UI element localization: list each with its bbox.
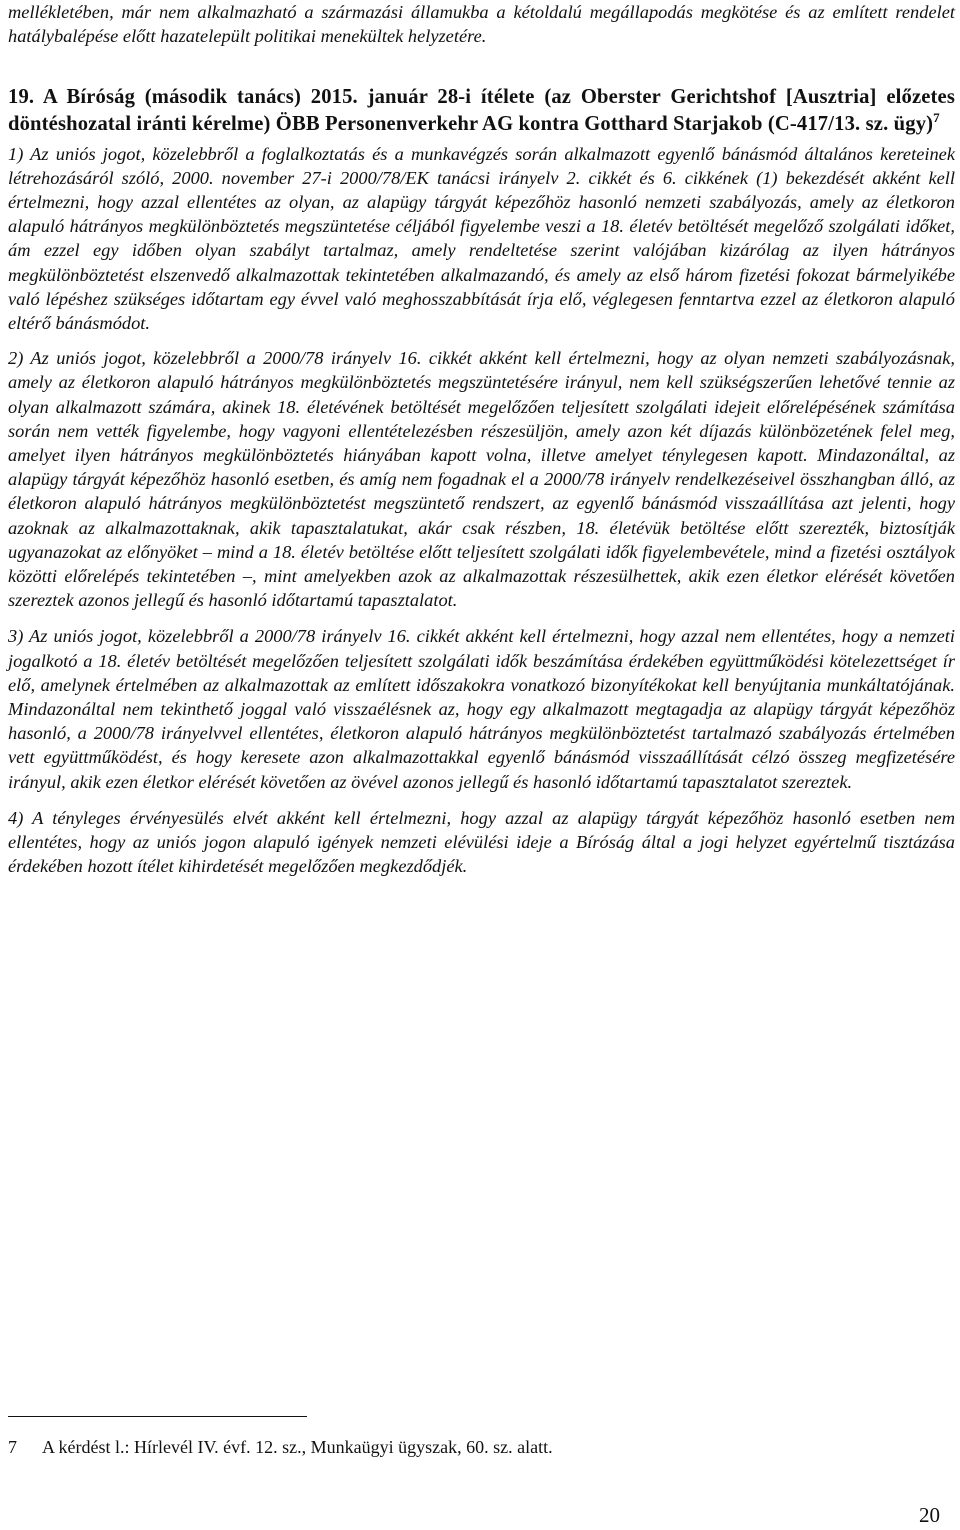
- footnote-reference: 7: [933, 109, 940, 125]
- document-page: [8, 0, 955, 878]
- footnote: [8, 1436, 553, 1458]
- ruling-paragraph-1: 1) Az uniós jogot, közelebbről a foglalkoztatás és a munkavégzés során alkalmazott egyenlő bánásmód általános kereteinek létrehozásáról szóló, 2000. november 27-i 2000/78/EK tanácsi irányelv 2. cikkét és 6. cikkének (1) bekezdését akként kell értelmezni, hogy azzal ellentétes az olyan, az alapügy tárgyát képezőhöz hasonló nemzeti szabályozás, amely az életkoron alapuló hátrányos megkülönböztetés megszüntetése céljából figyelembe veszi a 18. életév betöltését megelőző szolgálati időket, ám ezzel egy időben olyan szabályt tartalmaz, amely rendeltetése szerint valójában kizárólag az ilyen hátrányos megkülönböztetést elszenvedő alkalmazottak tekintetében alkalmazandó, és amely az első három fizetési fokozat bármelyikébe való lépéshez szükséges időtartam egy évvel való meghosszabbítását írja elő, véglegesen fenntartva ezzel az életkoron alapuló eltérő bánásmódot.: [8, 143, 955, 334]
- ruling-paragraph-4: 4) A tényleges érvényesülés elvét akként kell értelmezni, hogy azzal az alapügy tárgyát képezőhöz hasonló esetben nem ellentétes, hogy az uniós jogon alapuló igények nemzeti elévülési ideje a Bíróság által a jogi helyzet egyértelmű tisztázása érdekében hozott ítélet kihirdetését megelőzően megkezdődjék.: [8, 807, 955, 877]
- ruling-paragraph-3: 3) Az uniós jogot, közelebbről a 2000/78 irányelv 16. cikkét akként kell értelmezni, hogy azzal nem ellentétes, hogy a nemzeti jogalkotó a 18. életév betöltését megelőzően teljesített szolgálati idők beszámítása érdekében együttműködési kötelezettséget ír elő, amelynek értelmében az alkalmazottak az említett időszakokra vonatkozó bizonyítékokat kell benyújtania munkáltatójának. Mindazonáltal nem tekinthető joggal való visszaélésnek az, hogy egy alkalmazott megtagadja az alapügy tárgyát képezőhöz hasonló, a 2000/78 irányelvvel ellentétes, életkoron alapuló hátrányos megkülönböztetést tartalmazó szabályozás értelmében vett együttműködést, és hogy keresete azon alkalmazottakkal egyenlő bánásmód visszaállítását célzó összeg megfizetésére irányul, akik ezen életkor elérését követően az övével azonos jellegű és hasonló időtartamú tapasztalatot szereztek.: [8, 626, 955, 792]
- footnote-number: 7: [8, 1437, 17, 1457]
- case-heading-text: 19. A Bíróság (második tanács) 2015. január 28-i ítélete (az Oberster Gerichtshof [Ausztria] előzetes döntéshozatal iránti kérelme) ÖBB Personenverkehr AG kontra Gotthard Starjakob (C-417/13. sz. ügy): [8, 86, 955, 135]
- ruling-paragraph-2: 2) Az uniós jogot, közelebbről a 2000/78 irányelv 16. cikkét akként kell értelmezni, hogy az olyan nemzeti szabályozásnak, amely az életkoron alapuló hátrányos megkülönböztetés megszüntetésére irányul, nem kell szükségszerűen lehetővé tennie az olyan alkalmazott számára, akinek 18. életévének betöltését megelőzően teljesített szolgálati idejeit előrelépésének számítása során nem vették figyelembe, hogy vagyoni ellentételezésben részesüljön, amely azon két díjazás különbözetének felel meg, amelyet ilyen hátrányos megkülönböztetés hiányában kapott volna, illetve amelyet ténylegesen kapott. Mindazonáltal, az alapügy tárgyát képezőhöz hasonló esetben, és amíg nem fogadnak el a 2000/78 irányelv rendelkezéseivel összhangban álló, az életkoron alapuló hátrányos megkülönböztetést megszüntető rendszert, az egyenlő bánásmód visszaállítása azt jelenti, hogy azoknak az alkalmazottaknak, akik tapasztalatukat, akár csak részben, 18. életévük betöltése előtt szerezték, biztosítják ugyanazokat az előnyöket – mind a 18. életév betöltése előtt teljesített szolgálati idők figyelembevétele, mind a fizetési osztályok közötti előrelépés tekintetében –, mint amelyekben azok az alkalmazottak részesülhettek, akik ezen életkor elérését követően szereztek azonos jellegű és hasonló időtartamú tapasztalatot.: [8, 348, 955, 611]
- page-number: 20: [919, 1503, 940, 1527]
- footnote-separator: [8, 1416, 307, 1417]
- footnote-text: A kérdést l.: Hírlevél IV. évf. 12. sz., Munkaügyi ügyszak, 60. sz. alatt.: [42, 1437, 553, 1457]
- intro-paragraph: mellékletében, már nem alkalmazható a származási államukba a kétoldalú megállapodás megkötése és az említett rendelet hatálybalépése előtt hazatelepült politikai menekültek helyzetére.: [8, 2, 955, 46]
- case-heading: [8, 84, 955, 138]
